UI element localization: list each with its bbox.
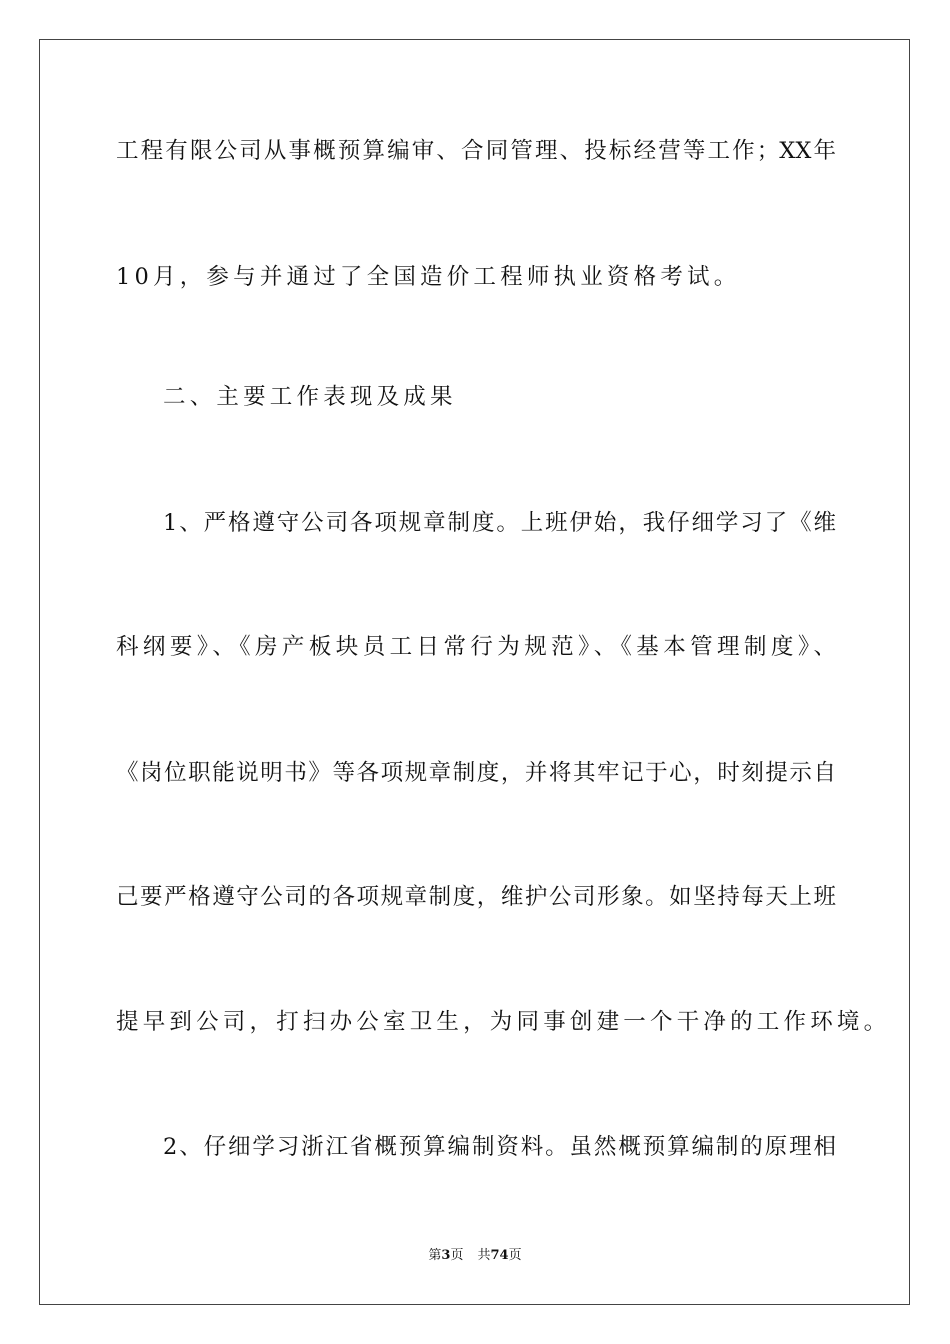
section-heading: 二、主要工作表现及成果	[163, 384, 457, 410]
paragraph-first-line: 1、严格遵守公司各项规章制度。上班伊始，我仔细学习了《维	[163, 510, 836, 536]
paragraph-first-line: 2、仔细学习浙江省概预算编制资料。虽然概预算编制的原理相	[163, 1134, 836, 1160]
body-line: 工程有限公司从事概预算编审、合同管理、投标经营等工作；XX年	[116, 138, 836, 164]
page-number: 3	[441, 1248, 451, 1263]
total-pages: 74	[490, 1248, 509, 1263]
page-border	[39, 39, 910, 1305]
body-line: 己要严格遵守公司的各项规章制度，维护公司形象。如坚持每天上班	[116, 884, 836, 910]
page-footer	[0, 1247, 950, 1265]
body-line: 科纲要》、《房产板块员工日常行为规范》、《基本管理制度》、	[116, 634, 836, 660]
page-prefix: 第	[428, 1248, 442, 1263]
total-suffix: 页	[508, 1248, 522, 1263]
total-prefix: 共	[477, 1248, 491, 1263]
page-suffix: 页	[450, 1248, 464, 1263]
body-line: 《岗位职能说明书》等各项规章制度，并将其牢记于心，时刻提示自	[116, 760, 836, 786]
body-line: 提早到公司，打扫办公室卫生，为同事创建一个干净的工作环境。	[116, 1009, 891, 1035]
body-line: 10月，参与并通过了全国造价工程师执业资格考试。	[116, 264, 741, 290]
